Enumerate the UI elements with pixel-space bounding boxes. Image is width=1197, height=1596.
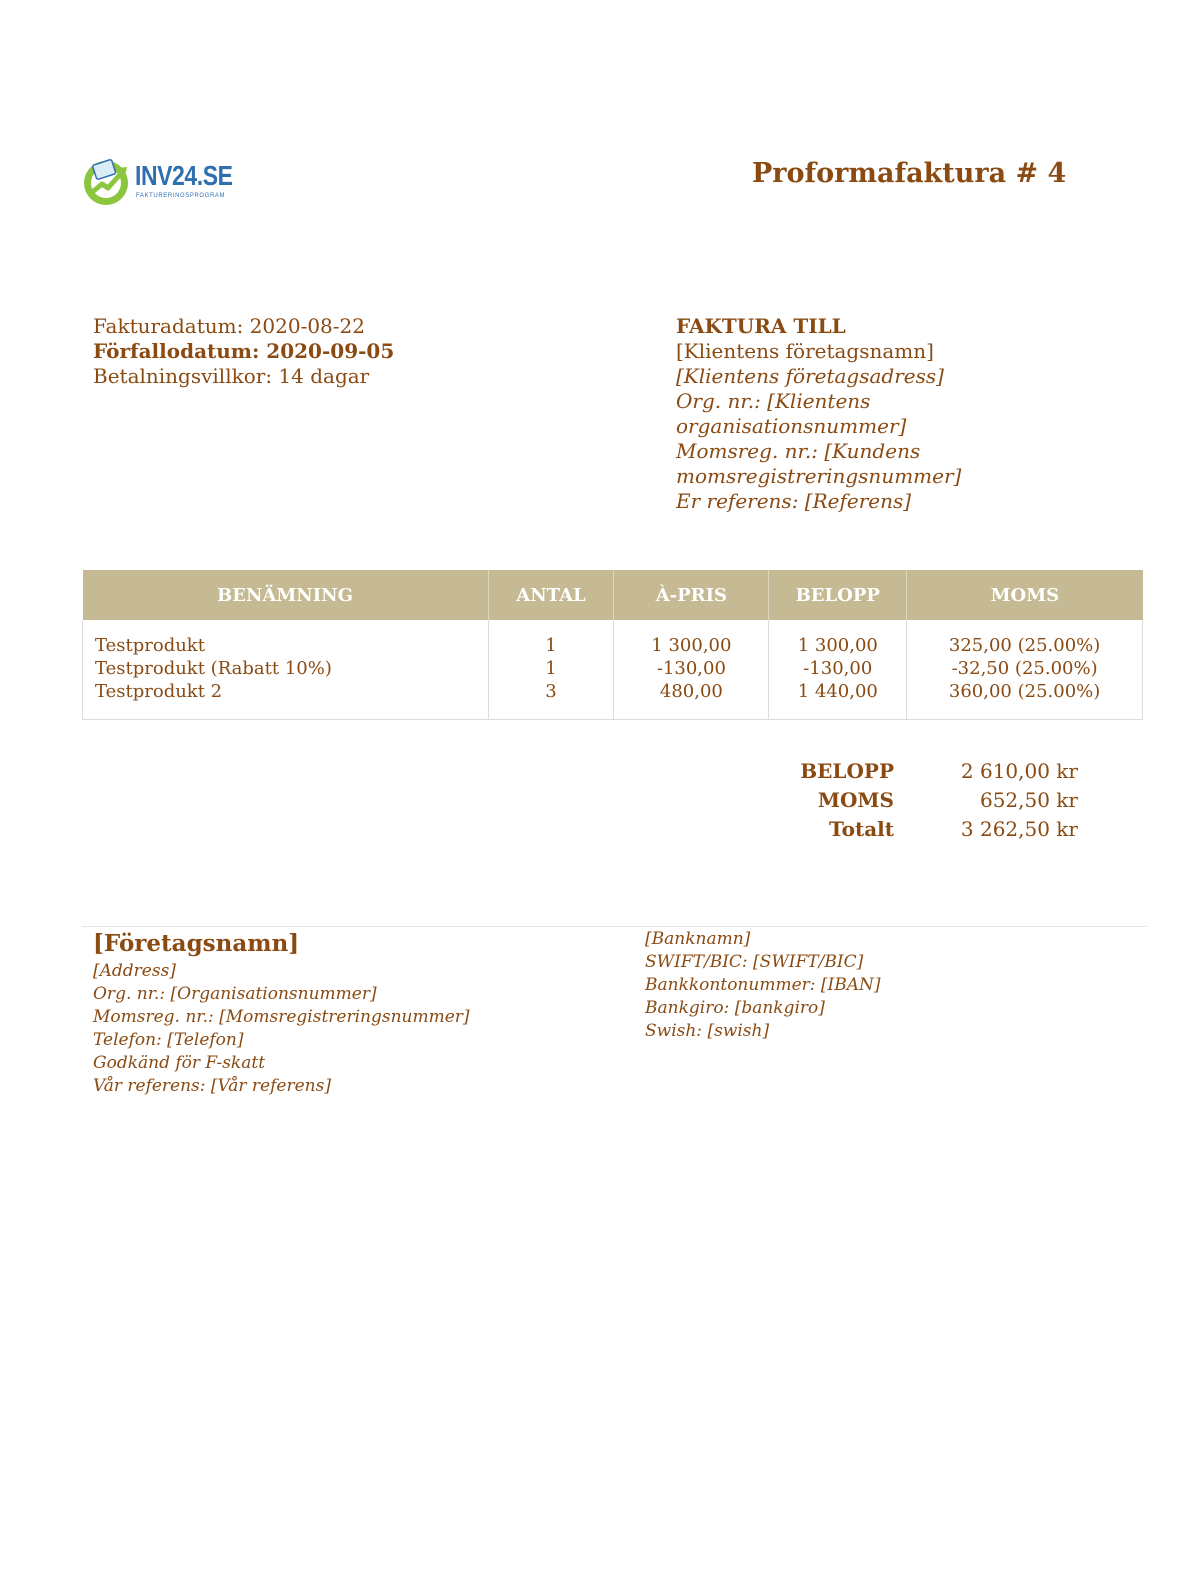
table-cell: 1 440,00 — [797, 681, 878, 702]
table-cell: -130,00 — [656, 658, 726, 679]
client-vat-line1: Momsreg. nr.: [Kundens — [676, 439, 921, 463]
table-cell: 3 — [545, 681, 557, 702]
company-phone: Telefon: [Telefon] — [93, 1030, 244, 1050]
name-cell — [83, 620, 489, 720]
column-header-quantity: ANTAL — [488, 570, 614, 620]
items-table — [82, 570, 1143, 720]
column-header-amount: BELOPP — [769, 570, 907, 620]
company-reference: Vår referens: [Vår referens] — [93, 1076, 331, 1096]
total-row-grand — [790, 815, 1090, 844]
invoice-meta — [93, 314, 394, 389]
total-label: MOMS — [817, 788, 894, 812]
company-logo — [82, 156, 252, 208]
company-info — [93, 928, 470, 1098]
table-cell: Testprodukt — [95, 635, 205, 656]
company-name: [Företagsnamn] — [93, 930, 300, 957]
totals-block — [790, 757, 1090, 844]
company-vat-nr: Momsreg. nr.: [Momsregistreringsnummer] — [93, 1007, 470, 1027]
invoice-date: Fakturadatum: 2020-08-22 — [93, 314, 365, 338]
bank-name: [Banknamn] — [645, 929, 751, 949]
total-value: 2 610,00 kr — [960, 759, 1078, 783]
amount-cell — [769, 620, 907, 720]
payment-terms: Betalningsvillkor: 14 dagar — [93, 364, 370, 388]
bank-swift: SWIFT/BIC: [SWIFT/BIC] — [645, 952, 864, 972]
table-cell: 1 300,00 — [651, 635, 732, 656]
table-cell: -130,00 — [803, 658, 873, 679]
total-row-amount — [790, 757, 1090, 786]
total-value: 652,50 kr — [979, 788, 1078, 812]
table-cell: 1 300,00 — [797, 635, 878, 656]
column-header-name: BENÄMNING — [83, 570, 489, 620]
company-f-tax: Godkänd för F-skatt — [93, 1053, 266, 1073]
bill-to-block — [676, 314, 1096, 514]
total-label: BELOPP — [800, 759, 894, 783]
document-title: Proformafaktura # 4 — [752, 158, 1067, 189]
company-org-nr: Org. nr.: [Organisationsnummer] — [93, 984, 377, 1004]
table-cell: 325,00 (25.00%) — [948, 635, 1101, 656]
company-address: [Address] — [93, 961, 176, 981]
logo-brand-text: INV24.SE — [135, 160, 233, 191]
table-cell: 1 — [545, 635, 557, 656]
total-label: Totalt — [829, 817, 894, 841]
unit-price-cell — [614, 620, 769, 720]
bill-to-heading: FAKTURA TILL — [676, 314, 846, 338]
logo-mark-icon — [82, 156, 132, 206]
logo-tagline: FAKTURERINGSPROGRAM — [136, 193, 226, 199]
footer-divider — [82, 926, 1147, 927]
column-header-unit-price: À-PRIS — [614, 570, 769, 620]
client-vat-line2: momsregistreringsnummer] — [676, 464, 962, 488]
table-cell: 1 — [545, 658, 557, 679]
bank-swish: Swish: [swish] — [645, 1021, 770, 1041]
client-reference: Er referens: [Referens] — [676, 489, 912, 513]
table-cell: -32,50 (25.00%) — [951, 658, 1098, 679]
quantity-cell — [488, 620, 614, 720]
bank-giro: Bankgiro: [bankgiro] — [645, 998, 825, 1018]
table-cell: Testprodukt (Rabatt 10%) — [95, 658, 332, 679]
table-cell: 360,00 (25.00%) — [948, 681, 1101, 702]
column-header-vat: MOMS — [907, 570, 1143, 620]
due-date: Förfallodatum: 2020-09-05 — [93, 339, 395, 363]
table-body-row — [83, 620, 1143, 720]
table-cell: Testprodukt 2 — [95, 681, 223, 702]
bank-account: Bankkontonummer: [IBAN] — [645, 975, 881, 995]
total-row-vat — [790, 786, 1090, 815]
total-value: 3 262,50 kr — [960, 817, 1078, 841]
client-address: [Klientens företagsadress] — [676, 364, 944, 388]
client-org-nr: Org. nr.: [Klientens organisationsnummer] — [676, 389, 907, 438]
vat-cell — [907, 620, 1143, 720]
table-cell: 480,00 — [659, 681, 723, 702]
bank-info — [645, 928, 881, 1043]
client-company: [Klientens företagsnamn] — [676, 339, 934, 363]
table-header-row — [83, 570, 1143, 620]
